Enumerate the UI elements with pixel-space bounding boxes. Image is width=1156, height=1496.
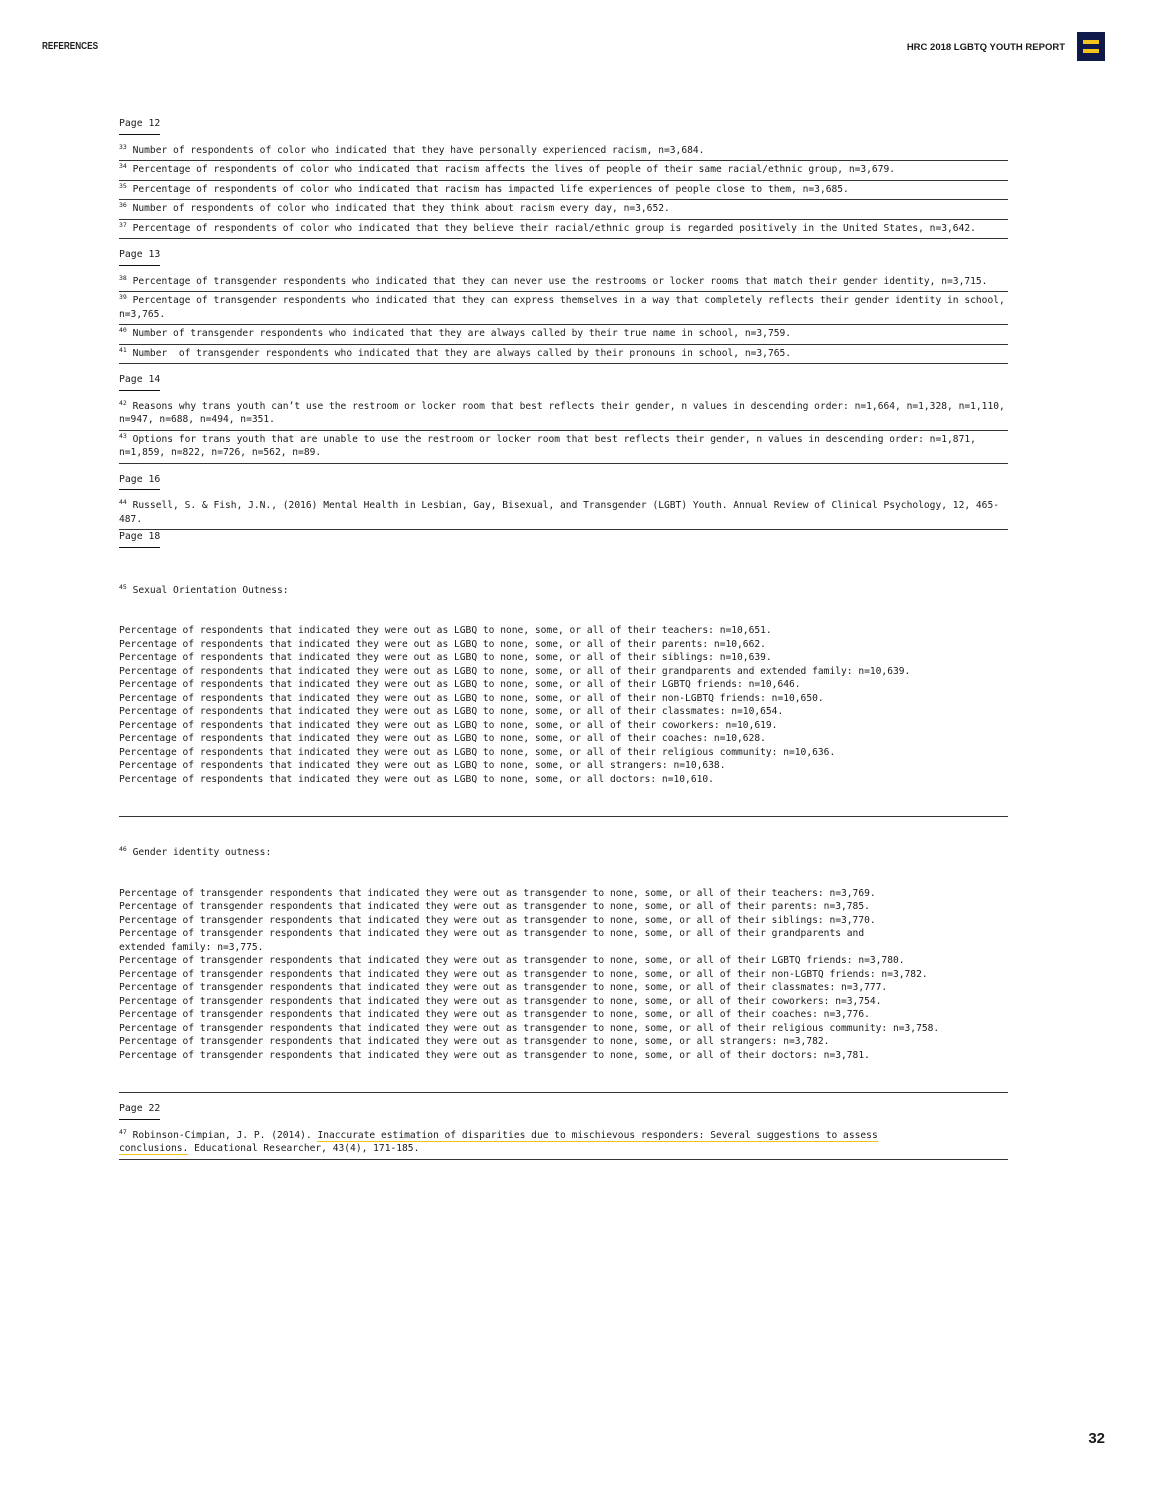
section-page-13 (119, 248, 1011, 364)
footnote-37 (119, 220, 1008, 240)
footnote-text: Percentage of respondents of color who indicated that racism affects the lives of people of their same racial/ethnic group, n=3,679. (132, 164, 896, 175)
footnote-number: 46 (119, 844, 127, 853)
footnote-34 (119, 161, 1008, 181)
footnote-number: 34 (119, 161, 127, 170)
footnote-text: Percentage of transgender respondents who indicated that they can never use the restrooms or locker rooms that match their gender identity, n=3,715. (132, 275, 988, 287)
footnote-number: 43 (119, 431, 127, 440)
footnote-text: Percentage of transgender respondents who indicated that they can express themselves in a way that completely reflects their gender identity in school, n=3,765. (119, 295, 1011, 320)
footnote-47 (119, 1127, 1008, 1160)
page-label: Page 12 (119, 117, 160, 135)
footnote-33 (119, 142, 1008, 162)
page-label: Page 18 (119, 530, 160, 548)
references-sections (119, 117, 1011, 530)
citation-author: Robinson-Cimpian, J. P. (2014). (132, 1129, 318, 1141)
footnote-text: Percentage of respondents of color who indicated that racism has impacted life experiences of people close to them, n=3,685. (132, 183, 849, 195)
footnote-line: Percentage of respondents that indicated they were out as LGBQ to none, some, or all of their teachers: n=10,651. (119, 625, 772, 636)
footnote-35 (119, 181, 1008, 201)
footnote-number: 45 (119, 582, 127, 591)
footnote-text: Percentage of respondents of color who indicated that they believe their racial/ethnic group is regarded positively in the United States, n=3,642. (132, 222, 976, 234)
footnote-lines (119, 624, 1008, 786)
footnote-44 (119, 497, 1008, 530)
footnote-number: 44 (119, 497, 127, 506)
footnote-heading: Gender identity outness: (132, 847, 272, 858)
page-number: 32 (1088, 1430, 1105, 1447)
footnote-text: Number of transgender respondents who indicated that they are always called by their true name in school, n=3,759. (132, 328, 792, 339)
footnote-number: 35 (119, 181, 127, 190)
footnote-line: Percentage of transgender respondents that indicated they were out as transgender to none, some, or all of their non-LGBTQ friends: n=3,782. (119, 968, 928, 980)
footnote-number: 36 (119, 200, 127, 209)
citation-link-continued[interactable]: conclusions. (119, 1143, 189, 1154)
page-label: Page 13 (119, 248, 160, 266)
footnote-number: 38 (119, 273, 127, 282)
footnote-line: Percentage of transgender respondents that indicated they were out as transgender to none, some, or all strangers: n=3,782. (119, 1036, 830, 1047)
citation-link[interactable]: Inaccurate estimation of disparities due to mischievous responders: Several suggestions to assess (317, 1129, 878, 1141)
footnote-line: Percentage of transgender respondents that indicated they were out as transgender to none, some, or all of their LGBTQ friends: n=3,780. (119, 955, 905, 966)
hrc-logo-icon (1077, 32, 1105, 61)
references-content (119, 117, 1011, 1160)
footnote-line: Percentage of respondents that indicated they were out as LGBQ to none, some, or all of their parents: n=10,662. (119, 638, 766, 650)
footnote-line: Percentage of respondents that indicated they were out as LGBQ to none, some, or all of their religious community: n=10,636. (119, 746, 836, 758)
footnote-number: 42 (119, 398, 127, 407)
section-page-12 (119, 117, 1008, 239)
footnote-line: Percentage of respondents that indicated they were out as LGBQ to none, some, or all of their classmates: n=10,654. (119, 706, 784, 717)
section-page-22 (119, 1102, 1008, 1160)
footnote-36 (119, 200, 1008, 220)
footnote-46 (119, 817, 1008, 1093)
footnote-43 (119, 431, 1008, 464)
logo-bar-top (1083, 40, 1099, 44)
footnote-number: 33 (119, 142, 127, 151)
footnote-number: 40 (119, 325, 127, 334)
footnote-text: Russell, S. & Fish, J.N., (2016) Mental Health in Lesbian, Gay, Bisexual, and Transgender (LGBT) Youth. Annual Review of Clinical Psychology, 12, 465-487. (119, 500, 999, 525)
footnote-line: Percentage of respondents that indicated they were out as LGBQ to none, some, or all of their LGBTQ friends: n=10,646. (119, 679, 801, 690)
footnote-heading: Sexual Orientation Outness: (132, 584, 289, 596)
footnote-text: Number of respondents of color who indicated that they have personally experienced racism, n=3,684. (132, 144, 705, 156)
footnote-number: 39 (119, 292, 127, 301)
section-page-14 (119, 373, 1011, 464)
footnote-line: Percentage of transgender respondents that indicated they were out as transgender to none, some, or all of their siblings: n=3,770. (119, 914, 876, 926)
footnote-45 (119, 555, 1008, 818)
footnote-line: Percentage of respondents that indicated they were out as LGBQ to none, some, or all of their grandparents and extended family: n=10,639. (119, 665, 911, 677)
section-page-18 (119, 530, 1008, 1093)
footnote-line: Percentage of respondents that indicated they were out as LGBQ to none, some, or all of their coworkers: n=10,619. (119, 719, 778, 731)
footnote-38 (119, 273, 1008, 293)
footnote-line: Percentage of transgender respondents that indicated they were out as transgender to none, some, or all of their religious community: n=3,758. (119, 1022, 940, 1034)
footnote-text: Options for trans youth that are unable to use the restroom or locker room that best reflects their gender, n values in descending order: n=1,871, n=1,859, n=822, n=726, n=562, n=89. (119, 433, 982, 458)
footnote-line: Percentage of respondents that indicated they were out as LGBQ to none, some, or all doctors: n=10,610. (119, 773, 714, 785)
footnote-line: Percentage of transgender respondents that indicated they were out as transgender to none, some, or all of their teachers: n=3,769. (119, 887, 876, 899)
footnote-line: Percentage of transgender respondents that indicated they were out as transgender to none, some, or all of their classmates: n=3,777. (119, 982, 888, 993)
report-title: HRC 2018 LGBTQ YOUTH REPORT (906, 42, 1065, 53)
footnote-line: Percentage of transgender respondents that indicated they were out as transgender to none, some, or all of their coaches: n=3,776. (119, 1009, 870, 1020)
footnote-line: Percentage of respondents that indicated they were out as LGBQ to none, some, or all of their coaches: n=10,628. (119, 733, 766, 744)
footnote-number: 41 (119, 345, 127, 354)
footnote-text: Number of transgender respondents who indicated that they are always called by their pronouns in school, n=3,765. (132, 347, 792, 359)
footnote-line: Percentage of transgender respondents that indicated they were out as transgender to none, some, or all of their doctors: n=3,781. (119, 1049, 870, 1061)
footnote-line: Percentage of transgender respondents that indicated they were out as transgender to none, some, or all of their coworkers: n=3,754. (119, 995, 882, 1007)
footnote-lines (119, 887, 1008, 1063)
footnote-42 (119, 398, 1011, 431)
citation-journal: Educational Researcher, 43(4), 171-185. (188, 1143, 420, 1154)
footnote-line: Percentage of transgender respondents that indicated they were out as transgender to none, some, or all of their grandparents and (119, 928, 865, 939)
footnote-number: 37 (119, 220, 127, 229)
logo-bar-bottom (1083, 49, 1099, 53)
footnote-line: Percentage of respondents that indicated they were out as LGBQ to none, some, or all strangers: n=10,638. (119, 760, 726, 771)
footnote-number: 47 (119, 1127, 127, 1136)
footnote-line: Percentage of respondents that indicated they were out as LGBQ to none, some, or all of their non-LGBTQ friends: n=10,650. (119, 692, 824, 704)
section-page-16 (119, 473, 1008, 531)
page-label: Page 16 (119, 473, 160, 491)
footnote-line: Percentage of respondents that indicated they were out as LGBQ to none, some, or all of their siblings: n=10,639. (119, 652, 772, 663)
page-label: Page 14 (119, 373, 160, 391)
footnote-39 (119, 292, 1011, 325)
section-title: REFERENCES (42, 41, 99, 52)
footnote-text: Reasons why trans youth can’t use the restroom or locker room that best reflects their gender, n values in descending order: n=1,664, n=1,328, n=1,110, n=947, n=688, n=494, n=351. (119, 400, 1011, 425)
footnote-line: extended family: n=3,775. (119, 941, 264, 953)
footnote-text: Number of respondents of color who indicated that they think about racism every day, n=3,652. (132, 203, 670, 214)
page-label: Page 22 (119, 1102, 160, 1120)
footnote-40 (119, 325, 1008, 345)
footnote-line: Percentage of transgender respondents that indicated they were out as transgender to none, some, or all of their parents: n=3,785. (119, 901, 870, 912)
footnote-41 (119, 345, 1008, 365)
